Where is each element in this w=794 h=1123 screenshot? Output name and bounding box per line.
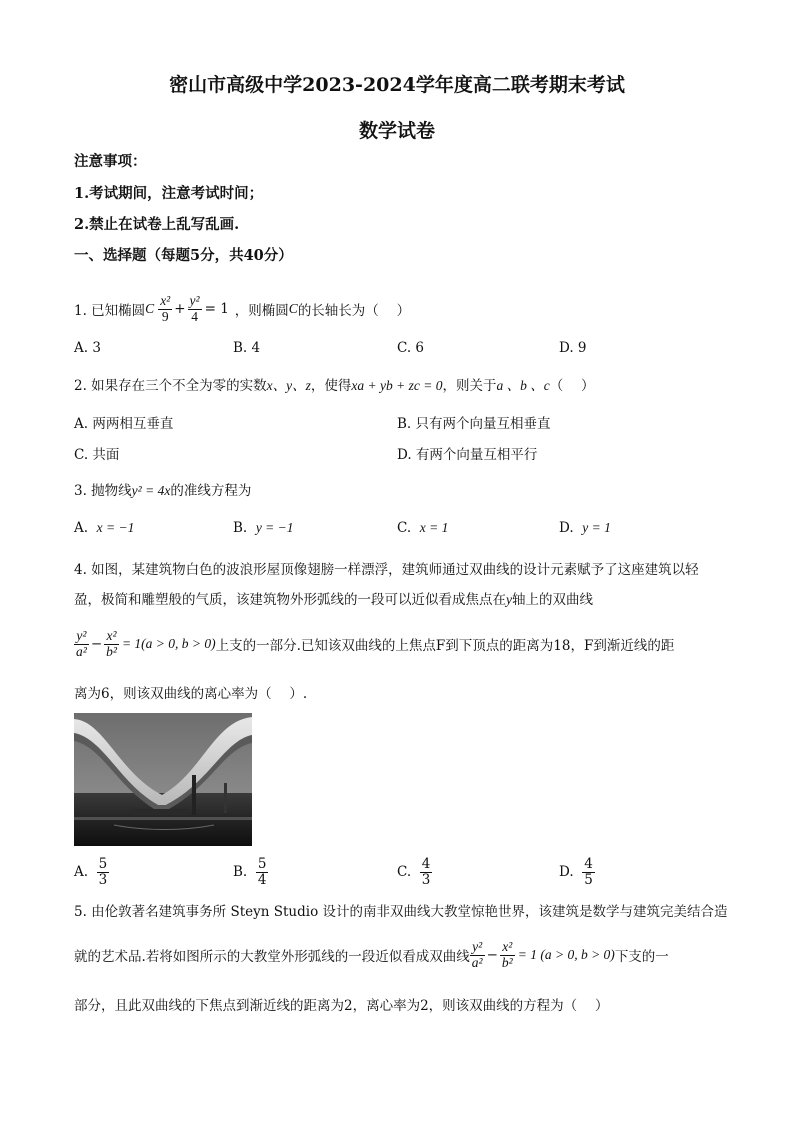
fraction: $\frac{\text{x²}}{\text{b²}}$: [501, 939, 513, 970]
exam-title: 密山市高级中学2023-2024学年度高二联考期末考试: [169, 74, 625, 96]
question-5-line: 部分，且此双曲线的下焦点到渐近线的距离为2，离心率为2，则该双曲线的方程为（ ）: [74, 998, 609, 1014]
option-b: B. 只有两个向量互相垂直: [397, 416, 551, 432]
question-text: ，则关于: [442, 378, 497, 394]
question-text: ，则椭圆: [234, 303, 289, 319]
denominator: 9: [161, 308, 169, 324]
equation-rhs: = 1(a > 0, b > 0): [121, 636, 216, 651]
fraction: $\frac{\text{x²}}{\text{b²}}$: [106, 628, 117, 659]
math-var: C: [145, 301, 155, 316]
notice-item: 1.考试期间，注意考试时间；: [74, 185, 264, 202]
option-d: D. $\frac{4}{5}$: [559, 856, 593, 888]
question-4-line: 盈，极简和雕塑般的气质，该建筑物外形弧线的一段可以近似看成焦点在y轴上的双曲线: [74, 592, 593, 608]
question-4-line: 4. 如图，某建筑物白色的波浪形屋顶像翅膀一样漂浮，建筑师通过双曲线的设计元素赋予了这座建筑以轻: [74, 562, 699, 578]
fraction: [188, 294, 202, 323]
question-text: ，使得: [310, 378, 352, 394]
notice-item: 2.禁止在试卷上乱写乱画.: [74, 216, 240, 233]
notice-heading: 注意事项：: [74, 153, 147, 170]
building-photo: [74, 713, 252, 846]
option-b: B. $\frac{5}{4}$: [233, 856, 267, 888]
fraction: $\frac{\text{y²}}{\text{a²}}$: [76, 628, 87, 659]
question-4-line: $\frac{\text{y²}}{\text{a²}}$ − $\frac{\text{x²}}{\text{b²}}$ = 1(a > 0, b > 0) 上支的一部分.已知该双曲线的上焦点F到下顶点的距离为18，F到渐近线的距: [76, 628, 675, 659]
question-text: 3. 抛物线: [74, 483, 132, 499]
exam-subtitle: 数学试卷: [358, 120, 435, 142]
option-c: C. $\frac{4}{3}$: [397, 856, 431, 888]
question-1: 1. 已知椭圆 C $\frac{\text{x²}}{9}$ + $\frac{\text{y²}}{4}$ = 1 ，则椭圆 C 的长轴长为（ ）: [74, 293, 411, 324]
math-vars: x、y、z: [266, 378, 311, 393]
option-d: D. 有两个向量互相平行: [397, 447, 538, 463]
option-c: C. 共面: [74, 447, 120, 463]
parabola-equation: y² = 4x: [131, 483, 171, 498]
question-text: （ ）: [549, 378, 595, 394]
fraction: $\frac{\text{y²}}{\text{a²}}$: [471, 939, 483, 970]
question-text: 的长轴长为（ ）: [297, 303, 411, 319]
option-b: B. y = −1: [233, 520, 294, 536]
question-4-line: 离为6，则该双曲线的离心率为（ ）.: [74, 686, 308, 702]
numerator: y²: [189, 293, 200, 309]
question-2: [74, 374, 595, 394]
question-text: 2. 如果存在三个不全为零的实数: [74, 378, 267, 394]
option-b: B. 4: [233, 340, 261, 356]
option-a: A. 两两相互垂直: [74, 416, 174, 432]
equation-rhs: = 1 (a > 0, b > 0): [517, 947, 615, 962]
question-text: 上支的一部分.已知该双曲线的上焦点F到下顶点的距离为18，F到渐近线的距: [215, 638, 675, 654]
option-a: A. $\frac{5}{3}$: [74, 856, 108, 888]
question-5-line: 5. 由伦敦著名建筑事务所 Steyn Studio 设计的南非双曲线大教堂惊艳世界，该建筑是数学与建筑完美结合造: [74, 904, 728, 920]
math-var: C: [288, 301, 298, 316]
option-d: D. y = 1: [559, 520, 611, 536]
question-text: 的准线方程为: [170, 483, 252, 499]
equation-rhs: = 1: [204, 301, 229, 317]
option-d: D. 9: [559, 340, 587, 356]
option-c: C. x = 1: [397, 520, 449, 536]
question-text: 就的艺术品.若将如图所示的大教堂外形弧线的一段近似看成双曲线: [74, 949, 470, 965]
vector-list: a 、b 、c: [496, 378, 550, 393]
question-text: 1. 已知椭圆: [74, 303, 146, 319]
question-5-line: 就的艺术品.若将如图所示的大教堂外形弧线的一段近似看成双曲线 $\frac{\text{y²}}{\text{a²}}$ − $\frac{\text{x²}}{\text{b²}}$ = 1 (a > 0, b > 0) 下支的一: [74, 939, 669, 970]
option-a: A. x = −1: [74, 520, 135, 536]
question-text: 下支的一: [614, 949, 669, 965]
section-heading: 一、选择题（每题5分，共40分）: [74, 247, 293, 264]
option-c: C. 6: [397, 340, 425, 356]
vector-equation: xa + yb + zc = 0: [351, 378, 443, 393]
question-3: [74, 479, 251, 499]
denominator: 4: [191, 308, 198, 324]
fraction: [158, 294, 172, 323]
option-a: A. 3: [74, 340, 101, 356]
numerator: x²: [160, 293, 171, 309]
